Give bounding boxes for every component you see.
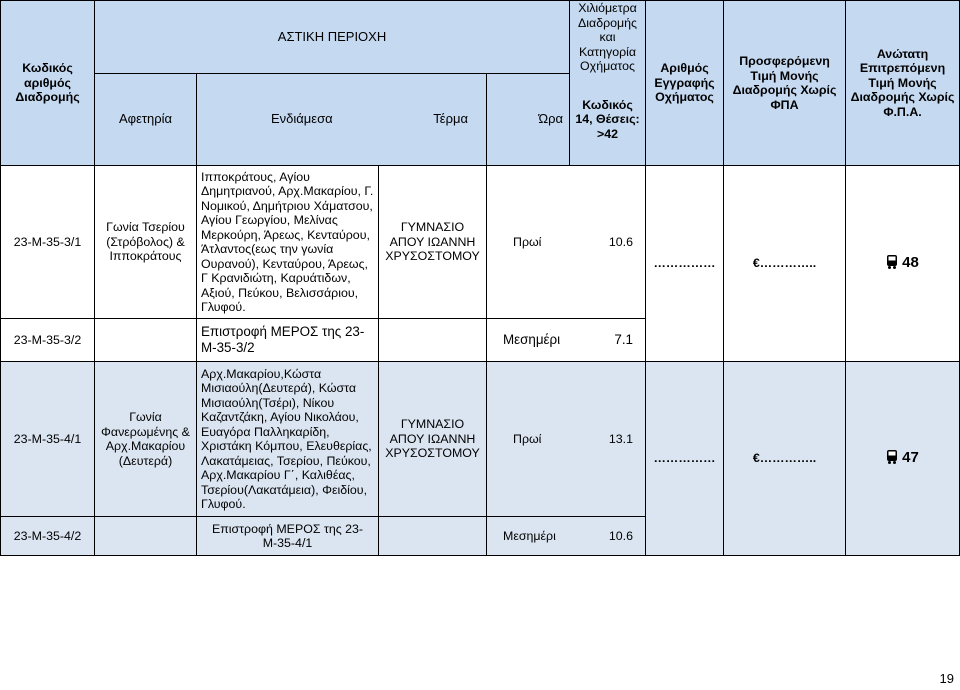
table-row-mid: Ιπποκράτους, Αγίου Δημητριανού, Αρχ.Μακαρίου, Γ. Νομικού, Δημήτριου Χάματσου, Αγίου Γεωργίου, Μελίνας Μερκούρη, Άρεως, Κενταύρου, Άτλαντος(εως την γωνία Ουρανού), Κενταύρου, Άρεως, Γ Κρανιδιώτη, Καρυάτιδων, Αξιού, Πεύκου, Βελισσάριου, Γλυφού. bbox=[197, 166, 379, 319]
header-time: Ώρα bbox=[487, 74, 570, 166]
table-row-time: Μεσημέρι bbox=[503, 332, 561, 347]
table-row-start bbox=[95, 517, 197, 556]
header-offer: Προσφερόμενη Τιμή Μονής Διαδρομής Χωρίς ΦΠΑ bbox=[724, 1, 846, 166]
table-row-time-km bbox=[487, 166, 646, 319]
offer-price-cell[interactable] bbox=[724, 362, 846, 556]
header-end: Τέρμα bbox=[433, 111, 468, 127]
table-row-time: Πρωί bbox=[513, 431, 542, 446]
table-row-code: 23-Μ-35-3/2 bbox=[1, 319, 95, 362]
table-row-time: Μεσημέρι bbox=[503, 528, 556, 543]
max-price-value: 48 bbox=[902, 253, 919, 271]
header-start: Αφετηρία bbox=[95, 74, 197, 166]
header-km-title: Χιλιόμετρα Διαδρομής και Κατηγορία Οχήματος bbox=[570, 1, 646, 74]
table-row-km: 10.6 bbox=[608, 528, 634, 543]
table-row-end: ΓΥΜΝΑΣΙΟ ΑΠΟΥ ΙΩΑΝΝΗ ΧΡΥΣΟΣΤΟΜΟΥ bbox=[379, 362, 487, 517]
header-urban-area: ΑΣΤΙΚΗ ΠΕΡΙΟΧΗ bbox=[95, 1, 570, 74]
table-row-start bbox=[95, 319, 197, 362]
max-price-value: 47 bbox=[902, 448, 919, 466]
table-row-code: 23-Μ-35-3/1 bbox=[1, 166, 95, 319]
table-row-start: Γωνία Φανερωμένης & Αρχ.Μακαρίου (Δευτερά) bbox=[95, 362, 197, 517]
header-mid-end bbox=[197, 74, 487, 166]
max-price-cell bbox=[846, 362, 960, 556]
table-row-time-km bbox=[487, 319, 646, 362]
table-row-end bbox=[379, 319, 487, 362]
offer-price-placeholder: €………….. bbox=[752, 256, 817, 271]
vehicle-reg-placeholder: …………… bbox=[653, 451, 716, 466]
table-row-mid: Επιστροφή ΜΕΡΟΣ της 23-Μ-35-3/2 bbox=[197, 319, 379, 362]
table-row-start: Γωνία Τσερίου (Στρόβολος) & Ιπποκράτους bbox=[95, 166, 197, 319]
vehicle-reg-cell[interactable] bbox=[646, 362, 724, 556]
table-row-km: 10.6 bbox=[608, 234, 634, 249]
table-row-end bbox=[379, 517, 487, 556]
table-row-mid: Επιστροφή ΜΕΡΟΣ της 23-Μ-35-4/1 bbox=[197, 517, 379, 556]
bus-icon bbox=[886, 450, 898, 468]
table-row-time-km bbox=[487, 517, 646, 556]
vehicle-reg-placeholder: …………… bbox=[653, 256, 716, 271]
table-row-code: 23-Μ-35-4/1 bbox=[1, 362, 95, 517]
header-code: Κωδικός αριθμός Διαδρομής bbox=[1, 1, 95, 166]
bus-icon bbox=[886, 255, 898, 273]
offer-price-cell[interactable] bbox=[724, 166, 846, 362]
table-row-code: 23-Μ-35-4/2 bbox=[1, 517, 95, 556]
table-row-end: ΓΥΜΝΑΣΙΟ ΑΠΟΥ ΙΩΑΝΝΗ ΧΡΥΣΟΣΤΟΜΟΥ bbox=[379, 166, 487, 319]
header-vehicles: Αριθμός Εγγραφής Οχήματος bbox=[646, 1, 724, 166]
table-row-km: 7.1 bbox=[614, 332, 634, 347]
header-max: Ανώτατη Επιτρεπόμενη Τιμή Μονής Διαδρομής Χωρίς Φ.Π.Α. bbox=[846, 1, 960, 166]
table-row-time: Πρωί bbox=[513, 234, 542, 249]
table-row-km: 13.1 bbox=[608, 431, 634, 446]
table-row-time-km bbox=[487, 362, 646, 517]
header-mid: Ενδιάμεσα bbox=[271, 111, 333, 127]
header-km-sub: Κωδικός 14, Θέσεις: >42 bbox=[570, 74, 646, 166]
max-price-cell bbox=[846, 166, 960, 362]
table-row-mid: Αρχ.Μακαρίου,Κώστα Μισιαούλη(Δευτερά), Κώστα Μισιαούλη(Τσέρι), Νίκου Καζαντζάκη, Αγίου Νικολάου, Ευαγόρα Παλληκαρίδη, Χριστάκη Κόμπου, Ελευθερίας, Λακατάμειας, Τσερίου, Πεύκου, Αρχ.Μακαρίου Γ΄, Καλιθέας, Τσερίου(Λακατάμεια), Φειδίου, Γλυφού. bbox=[197, 362, 379, 517]
page-number: 19 bbox=[939, 671, 954, 686]
offer-price-placeholder: €………….. bbox=[752, 451, 817, 466]
vehicle-reg-cell[interactable] bbox=[646, 166, 724, 362]
